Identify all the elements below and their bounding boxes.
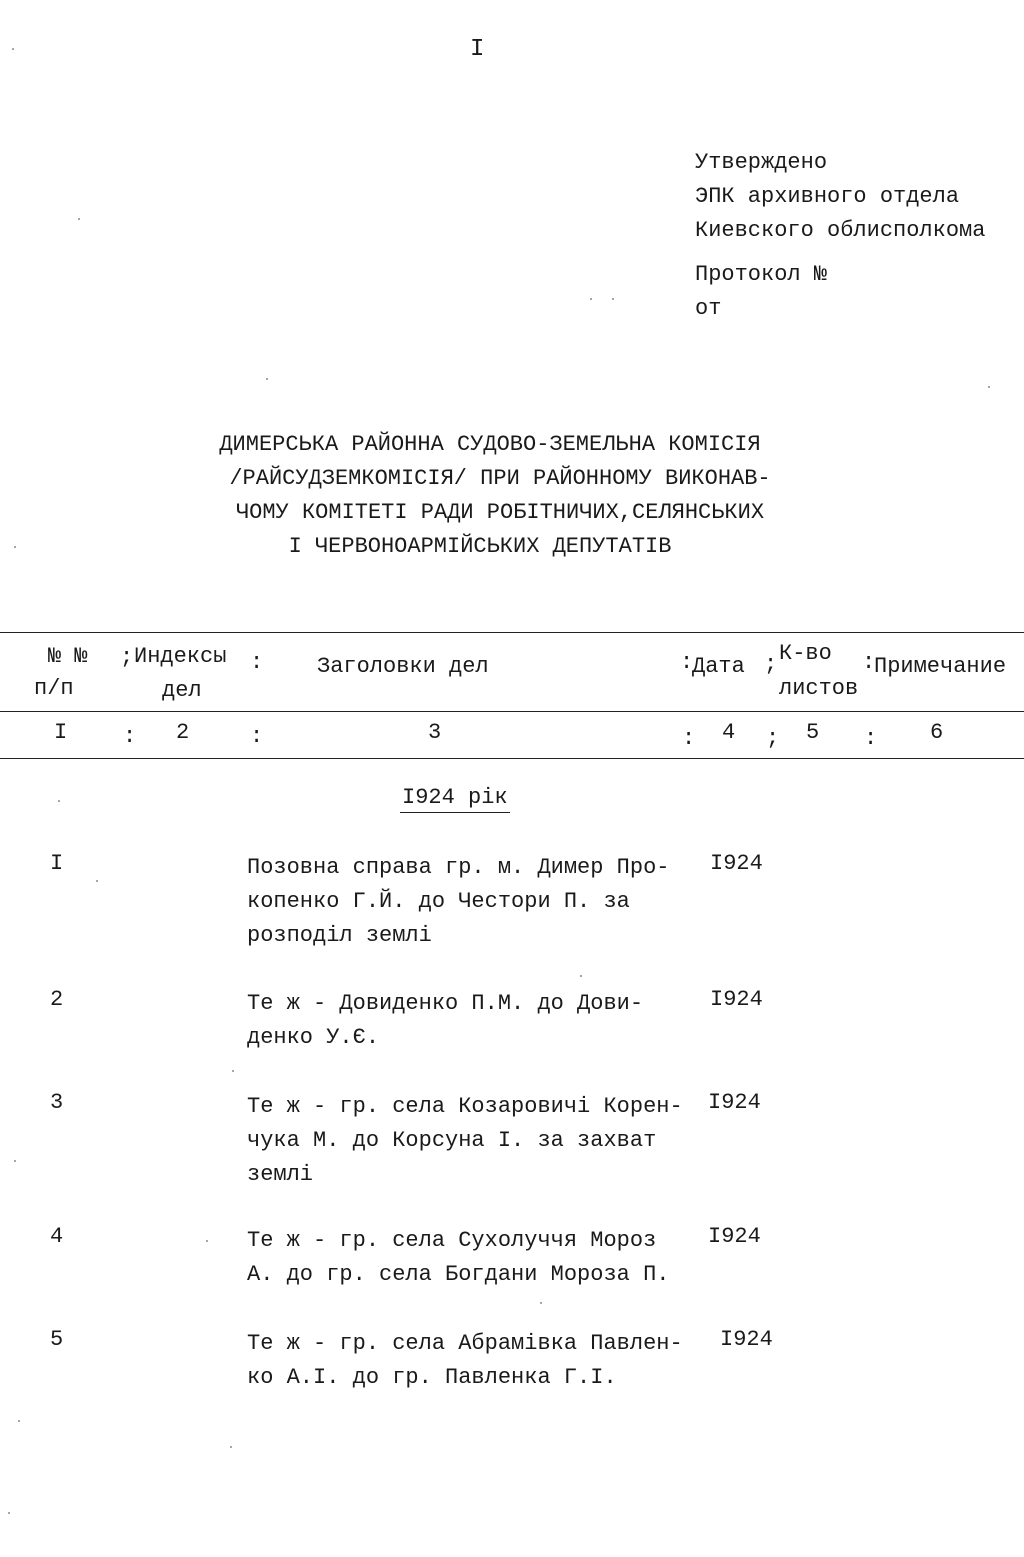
header-notes: Примечание (874, 654, 1007, 679)
column-separator: : (123, 724, 137, 749)
entry-title (247, 987, 643, 1055)
column-number: I (54, 720, 68, 745)
entry-title (247, 1090, 683, 1192)
header-sheets-line1: К-во (779, 641, 832, 666)
entry-title-line: розподіл землі (247, 923, 432, 948)
fund-title-line: /РАЙСУДЗЕМКОМІСІЯ/ ПРИ РАЙОННОМУ ВИКОНАВ- (229, 466, 771, 491)
column-separator: : (862, 650, 876, 675)
entry-number: 4 (50, 1224, 64, 1249)
approval-stamp-block (695, 146, 985, 326)
entry-number: 2 (50, 987, 64, 1012)
scan-speck (58, 800, 60, 802)
scan-speck (540, 1302, 542, 1304)
header-sheets-line2: листов (779, 676, 859, 701)
scan-speck (230, 1446, 232, 1448)
scan-speck (206, 1240, 208, 1242)
entry-date: I924 (710, 987, 763, 1012)
scan-speck (8, 1512, 10, 1514)
entry-date: I924 (708, 1090, 761, 1115)
entry-number: I (50, 851, 64, 876)
column-separator: ; (766, 726, 780, 751)
header-num-line1: № № (48, 644, 88, 669)
entry-number: 3 (50, 1090, 64, 1115)
header-title: Заголовки дел (317, 654, 489, 679)
entry-title (247, 1327, 683, 1395)
entry-title (247, 1224, 669, 1292)
entry-title-line: Те ж - гр. села Абрамівка Павлен- (247, 1331, 683, 1356)
entry-date: I924 (720, 1327, 773, 1352)
protocol-date-label: от (695, 296, 722, 321)
header-bottom-rule (0, 711, 1024, 712)
approval-line: Киевского облисполкома (695, 218, 986, 243)
protocol-label: Протокол № (695, 262, 828, 287)
entry-title-line: Те ж - гр. села Сухолуччя Мороз (247, 1228, 657, 1253)
fund-title-line: І ЧЕРВОНОАРМІЙСЬКИХ ДЕПУТАТІВ (288, 534, 672, 559)
entry-title-line: Те ж - гр. села Козаровичі Корен- (247, 1094, 683, 1119)
entry-title-line: Позовна справа гр. м. Димер Про- (247, 855, 670, 880)
scan-speck (232, 1070, 234, 1072)
column-number: 5 (806, 720, 820, 745)
scan-speck (266, 378, 268, 380)
year-heading: I924 рік (400, 785, 510, 813)
column-separator: ; (120, 645, 134, 670)
table-top-rule (0, 632, 1024, 633)
entry-title-line: А. до гр. села Богдани Мороза П. (247, 1262, 670, 1287)
header-date: Дата (692, 654, 745, 679)
column-numbers-bottom-rule (0, 758, 1024, 759)
column-number: 2 (176, 720, 190, 745)
page-number: I (470, 36, 485, 63)
scan-speck (612, 298, 614, 300)
entry-title-line: копенко Г.Й. до Честори П. за (247, 889, 630, 914)
column-separator: : (864, 726, 878, 751)
scan-speck (12, 48, 14, 50)
header-index-line2: дел (162, 678, 202, 703)
column-separator: ; (764, 652, 778, 677)
entry-title-line: Те ж - Довиденко П.М. до Дови- (247, 991, 644, 1016)
entry-date: I924 (708, 1224, 761, 1249)
scan-speck (590, 298, 592, 300)
entry-title-line: денко У.Є. (247, 1025, 380, 1050)
header-index-line1: Индексы (134, 644, 227, 669)
fund-title (0, 428, 1000, 564)
scan-speck (14, 1160, 16, 1162)
column-number: 4 (722, 720, 736, 745)
entry-title-line: чука М. до Корсуна І. за захват (247, 1128, 657, 1153)
approval-line: ЭПК архивного отдела (695, 184, 960, 209)
fund-title-line: ЧОМУ КОМІТЕТІ РАДИ РОБІТНИЧИХ,СЕЛЯНСЬКИХ (235, 500, 765, 525)
header-num-line2: п/п (34, 676, 74, 701)
entry-number: 5 (50, 1327, 64, 1352)
entry-date: I924 (710, 851, 763, 876)
column-number: 6 (930, 720, 944, 745)
scan-speck (580, 975, 582, 977)
column-separator: : (682, 726, 696, 751)
column-separator: : (250, 724, 264, 749)
column-number: 3 (428, 720, 442, 745)
scan-speck (18, 1420, 20, 1422)
entry-title-line: ко А.І. до гр. Павленка Г.І. (247, 1365, 617, 1390)
fund-title-line: ДИМЕРСЬКА РАЙОННА СУДОВО-ЗЕМЕЛЬНА КОМІСІЯ (219, 432, 761, 457)
column-separator: : (250, 650, 264, 675)
column-separator: : (680, 650, 694, 675)
scan-speck (14, 546, 16, 548)
entry-title-line: землі (247, 1162, 314, 1187)
scan-speck (78, 218, 80, 220)
entry-title (247, 851, 669, 953)
scan-speck (988, 386, 990, 388)
scan-speck (96, 880, 98, 882)
approval-line: Утверждено (695, 150, 828, 175)
